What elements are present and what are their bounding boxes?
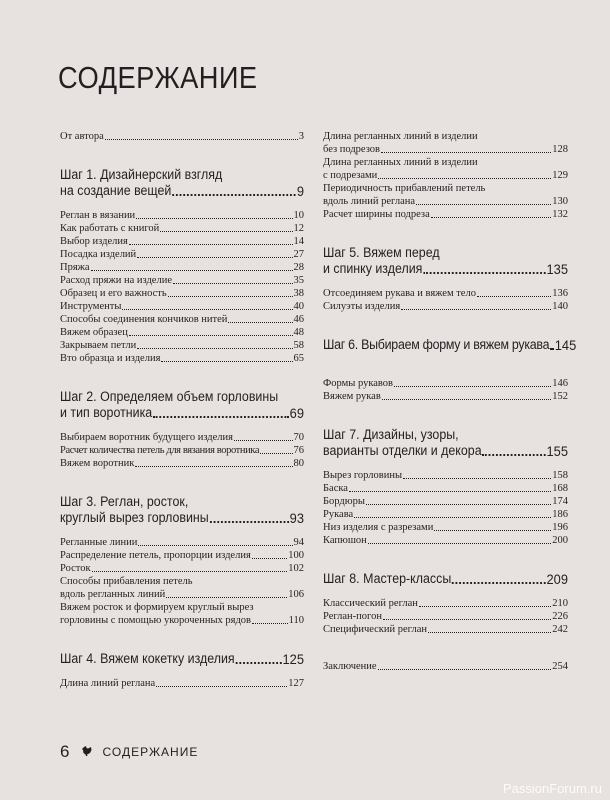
toc-entry: Расчет ширины подреза 132 bbox=[323, 209, 568, 220]
toc-entry: Росток 102 bbox=[60, 563, 304, 574]
toc-chapter: Шаг 2. Определяем объем горловины и тип воротника 69 bbox=[60, 389, 305, 421]
toc-entry: Вырез горловины 158 bbox=[323, 470, 568, 481]
toc-entry: Классический реглан 210 bbox=[323, 598, 568, 609]
toc-entry: Специфический реглан 242 bbox=[323, 624, 568, 635]
toc-chapter: Шаг 8. Мастер-классы 209 bbox=[323, 571, 569, 587]
toc-chapter: Шаг 3. Реглан, росток, круглый вырез горловины 93 bbox=[60, 494, 305, 526]
watermark: PassionForum.ru bbox=[503, 781, 602, 796]
toc-entry: Силуэты изделия 140 bbox=[323, 301, 568, 312]
toc-entry: Посадка изделий 27 bbox=[60, 249, 304, 260]
toc-entry: Регланные линии 94 bbox=[60, 537, 304, 548]
toc-entry: Реглан-погон 226 bbox=[323, 611, 568, 622]
toc-chapter: Шаг 4. Вяжем кокетку изделия 125 bbox=[60, 651, 305, 667]
rooster-icon bbox=[81, 745, 93, 760]
toc-chapter: Шаг 7. Дизайны, узоры, варианты отделки и декора 155 bbox=[323, 427, 569, 459]
toc-entry: Отсоединяем рукава и вяжем тело 136 bbox=[323, 288, 568, 299]
toc-entry: Расход пряжи на изделие 35 bbox=[60, 275, 304, 286]
toc-entry: Реглан в вязании 10 bbox=[60, 210, 304, 221]
toc-entry: Вяжем воротник 80 bbox=[60, 458, 304, 469]
toc-entry: От автора 3 bbox=[60, 131, 304, 142]
toc-entry: Баска 168 bbox=[323, 483, 568, 494]
toc-column-right bbox=[323, 130, 577, 673]
toc-entry: Пряжа 28 bbox=[60, 262, 304, 273]
toc-entry: Вяжем рукав 152 bbox=[323, 391, 568, 402]
toc-entry: Низ изделия с разрезами 196 bbox=[323, 522, 568, 533]
toc-chapter: Шаг 1. Дизайнерский взгляд на создание вещей 9 bbox=[60, 167, 305, 199]
toc-entry: Инструменты 40 bbox=[60, 301, 304, 312]
toc-entry: Заключение 254 bbox=[323, 661, 568, 672]
toc-entry: Как работать с книгой 12 bbox=[60, 223, 304, 234]
toc-chapter: Шаг 6. Выбираем форму и вяжем рукава 145 bbox=[323, 337, 577, 353]
toc-entry: Расчет количества петель для вязания воротника 76 bbox=[60, 445, 304, 456]
toc-entry: Образец и его важность 38 bbox=[60, 288, 304, 299]
toc-column-left bbox=[60, 130, 304, 690]
toc-entry: Бордюры 174 bbox=[323, 496, 568, 507]
toc-entry: Длина регланных линий в изделии с подрезами 129 bbox=[323, 157, 568, 181]
toc-entry: Вто образца и изделия 65 bbox=[60, 353, 304, 364]
toc-entry: Вяжем образец 48 bbox=[60, 327, 304, 338]
page-footer bbox=[60, 742, 198, 762]
toc-entry: Длина линий реглана 127 bbox=[60, 678, 304, 689]
toc-entry: Рукава 186 bbox=[323, 509, 568, 520]
toc-entry: Способы соединения кончиков нитей 46 bbox=[60, 314, 304, 325]
page-title: СОДЕРЖАНИЕ bbox=[58, 60, 258, 95]
toc-entry: Способы прибавления петель вдоль регланных линий 106 bbox=[60, 576, 304, 600]
toc-entry: Выбор изделия 14 bbox=[60, 236, 304, 247]
page-number: 6 bbox=[60, 742, 70, 761]
toc-entry: Закрываем петли 58 bbox=[60, 340, 304, 351]
toc-entry: Распределение петель, пропорции изделия 100 bbox=[60, 550, 304, 561]
toc-entry: Выбираем воротник будущего изделия 70 bbox=[60, 432, 304, 443]
toc-chapter: Шаг 5. Вяжем перед и спинку изделия 135 bbox=[323, 245, 569, 277]
toc-entry: Формы рукавов 146 bbox=[323, 378, 568, 389]
toc-entry: Вяжем росток и формируем круглый вырез горловины с помощью укороченных рядов 110 bbox=[60, 602, 304, 626]
toc-entry: Периодичность прибавлений петель вдоль линий реглана 130 bbox=[323, 183, 568, 207]
footer-title: СОДЕРЖАНИЕ bbox=[102, 745, 199, 759]
toc-entry: Длина регланных линий в изделии без подрезов 128 bbox=[323, 131, 568, 155]
toc-entry: Капюшон 200 bbox=[323, 535, 568, 546]
